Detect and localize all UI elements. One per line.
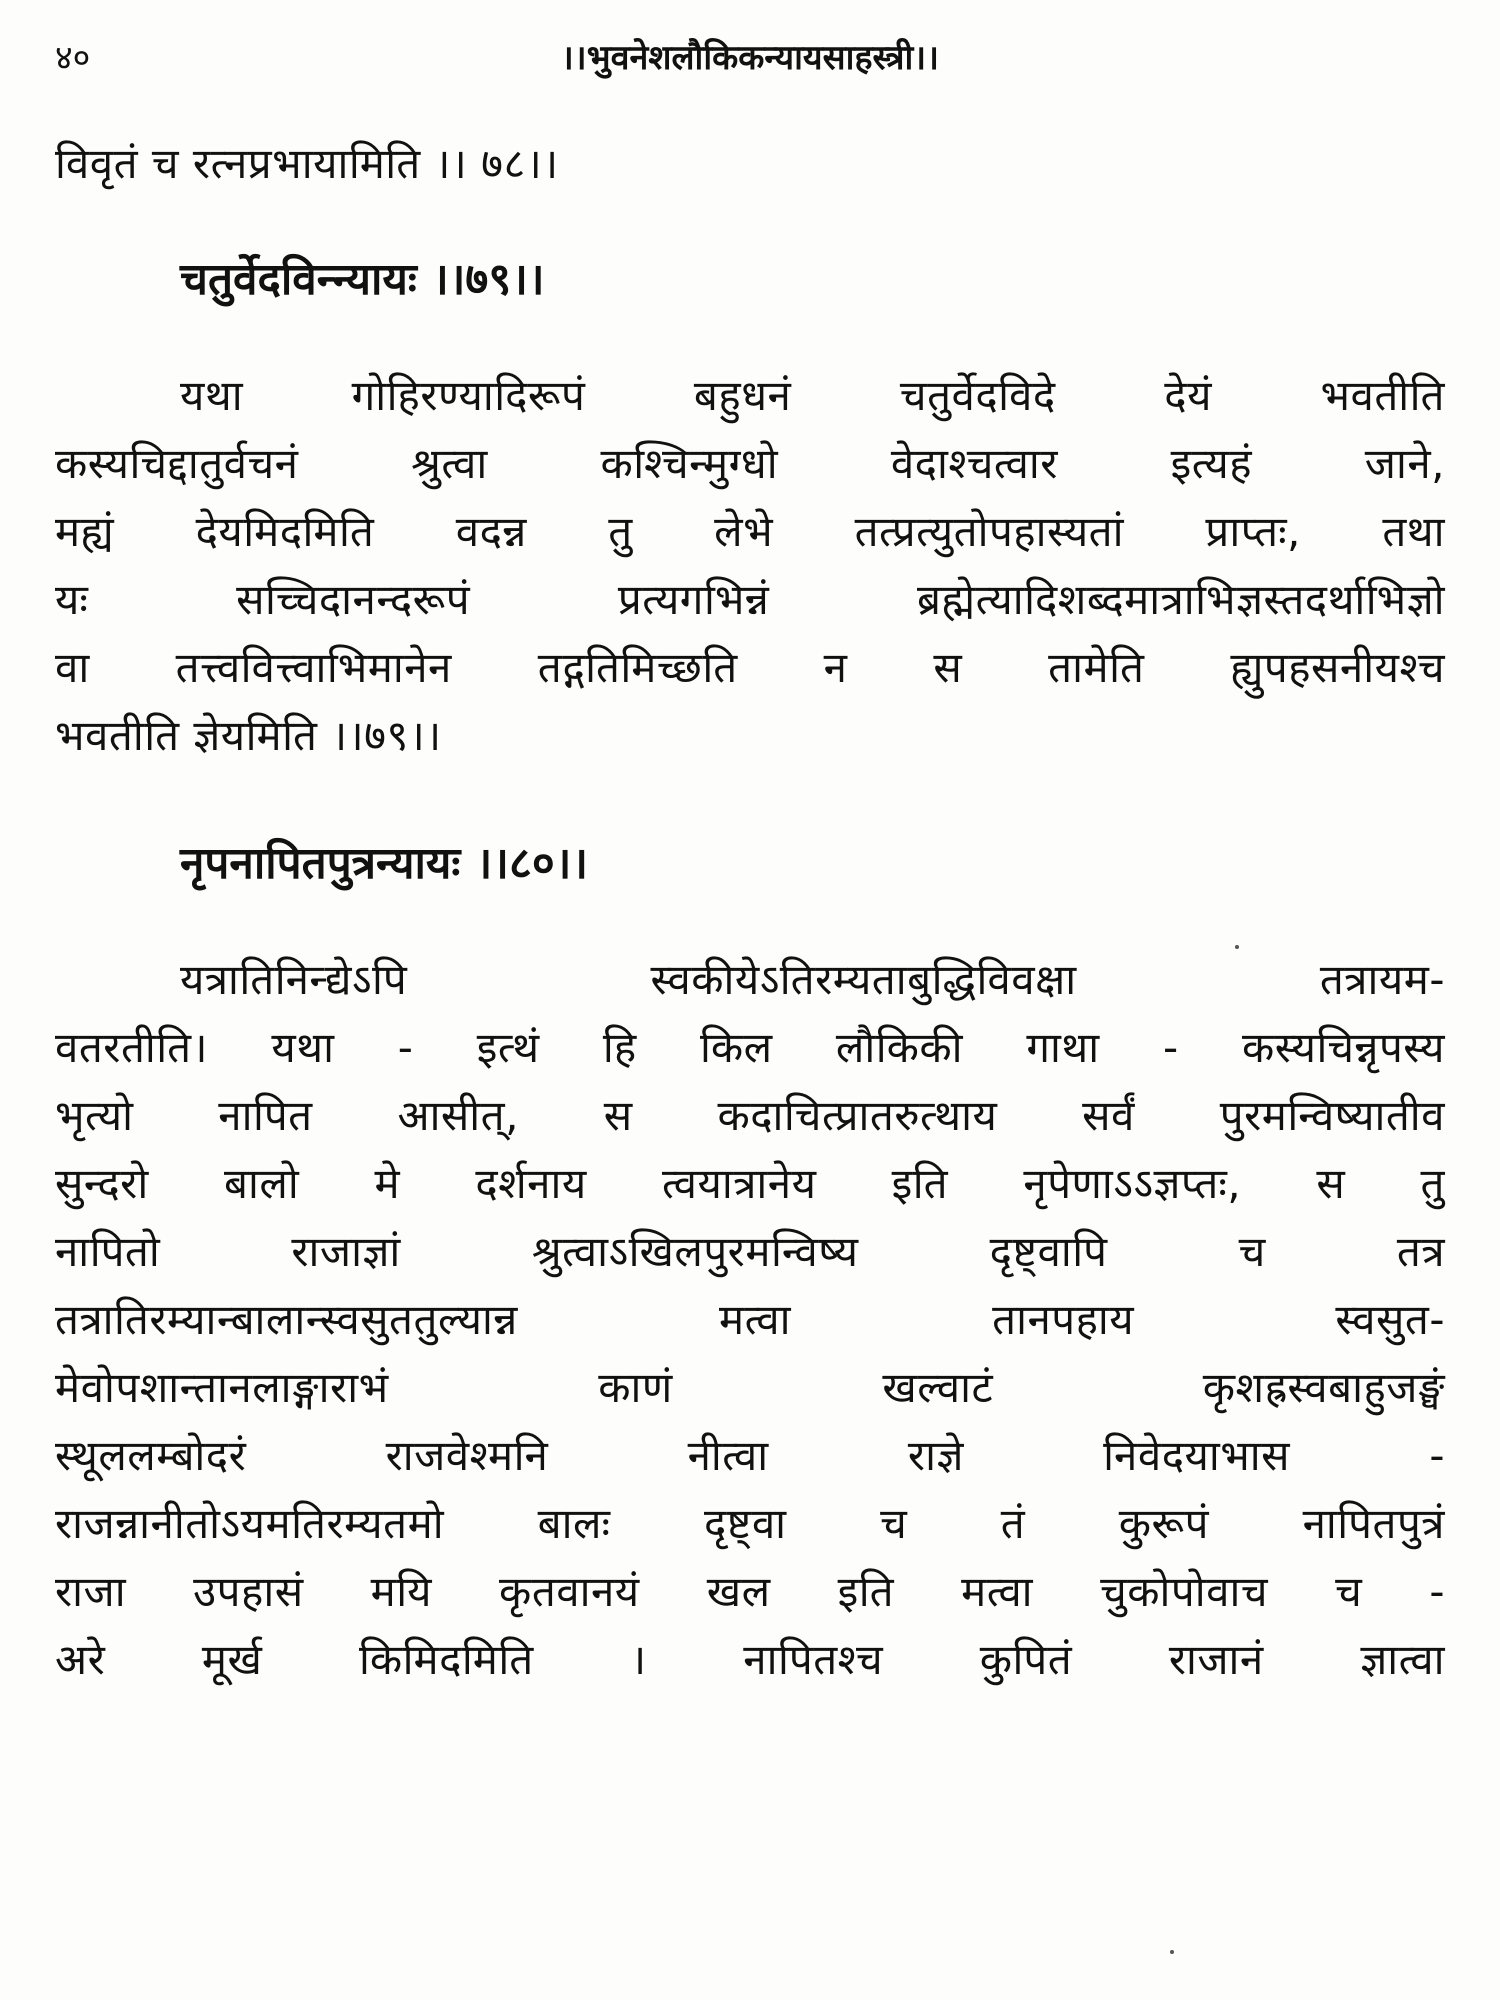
paragraph-line: स्थूललम्बोदरं राजवेश्मनि नीत्वा राज्ञे निवेदयाभास - xyxy=(55,1431,1445,1480)
page-number: ४० xyxy=(55,38,91,78)
paragraph-line: राजन्नानीतोऽयमतिरम्यतमो बालः दृष्ट्वा च तं कुरूपं नापितपुत्रं xyxy=(55,1499,1445,1548)
paragraph-line: अरे मूर्ख किमिदमिति । नापितश्च कुपितं राजानं ज्ञात्वा xyxy=(55,1635,1445,1684)
paragraph-line: वा तत्त्ववित्त्वाभिमानेन तद्गतिमिच्छति न स तामेति ह्युपहसनीयश्च xyxy=(55,643,1445,692)
paragraph-line: तत्रातिरम्यान्बालान्स्वसुततुल्यान्न मत्वा तानपहाय स्वसुत- xyxy=(55,1295,1445,1344)
page-header xyxy=(55,28,1445,88)
paragraph-line: विवृतं च रत्नप्रभायामिति ।। ७८।। xyxy=(55,139,559,188)
body-text xyxy=(55,130,1445,1694)
paragraph-line: कस्यचिद्दातुर्वचनं श्रुत्वा कश्चिन्मुग्धो वेदाश्चत्वार इत्यहं जाने, xyxy=(55,439,1445,488)
paragraph-line: भवतीति ज्ञेयमिति ।।७९।। xyxy=(55,711,442,760)
paragraph-line: यः सच्चिदानन्दरूपं प्रत्यगभिन्नं ब्रह्मेत्यादिशब्दमात्राभिज्ञस्तदर्थाभिज्ञो xyxy=(55,575,1445,624)
paragraph-line: यथा गोहिरण्यादिरूपं बहुधनं चतुर्वेदविदे देयं भवतीति xyxy=(180,371,1445,420)
scan-speck xyxy=(1235,945,1239,949)
section-heading: चतुर्वेदविन्न्यायः ।।७९।। xyxy=(180,254,545,305)
paragraph-line: वतरतीति। यथा - इत्थं हि किल लौकिकी गाथा - कस्यचिन्नृपस्य xyxy=(55,1023,1445,1072)
paragraph-line: मेवोपशान्तानलाङ्गाराभं काणं खल्वाटं कृशह्रस्वबाहुजङ्घं xyxy=(55,1363,1445,1412)
paragraph-line: राजा उपहासं मयि कृतवानयं खल इति मत्वा चुकोपोवाच च - xyxy=(55,1567,1445,1616)
paragraph-line: नापितो राजाज्ञां श्रुत्वाऽखिलपुरमन्विष्य दृष्ट्वापि च तत्र xyxy=(55,1227,1445,1276)
section-nripanapita xyxy=(55,830,1445,1694)
scan-speck xyxy=(1170,1950,1174,1954)
section-heading: नृपनापितपुत्रन्यायः ।।८०।। xyxy=(180,838,589,889)
paragraph-line: भृत्यो नापित आसीत्, स कदाचित्प्रातरुत्थाय सर्वं पुरमन्विष्यातीव xyxy=(55,1091,1445,1140)
paragraph-line: मह्यं देयमिदमिति वदन्न तु लेभे तत्प्रत्युतोपहास्यतां प्राप्तः, तथा xyxy=(55,507,1445,556)
section-continuation xyxy=(55,130,1445,198)
section-chaturveda xyxy=(55,246,1445,770)
paragraph-line: सुन्दरो बालो मे दर्शनाय त्वयात्रानेय इति नृपेणाऽऽज्ञप्तः, स तु xyxy=(55,1159,1445,1208)
running-title: ।।भुवनेशलौकिकन्यायसाहस्त्री।। xyxy=(560,38,940,78)
paragraph-line: यत्रातिनिन्द्येऽपि स्वकीयेऽतिरम्यताबुद्धिविवक्षा तत्रायम- xyxy=(180,955,1445,1004)
